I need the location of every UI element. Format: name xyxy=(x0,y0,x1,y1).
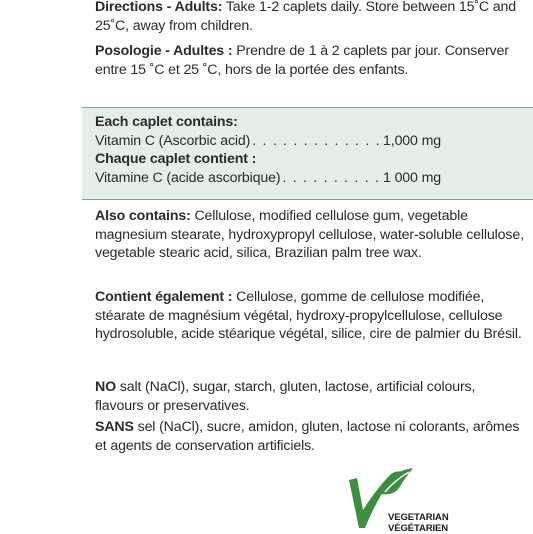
ingredient-amount-fr: 1 000 mg xyxy=(383,169,441,188)
dot-leader xyxy=(252,132,381,151)
vegetarian-en: VEGETARIAN xyxy=(388,513,449,524)
directions-fr-label: Posologie - Adultes : xyxy=(95,43,232,59)
also-contains-en xyxy=(95,207,525,263)
free-from-en-label: NO xyxy=(95,379,116,395)
free-from-en xyxy=(95,378,525,415)
vegetarian-label xyxy=(388,513,449,534)
ingredient-row-en xyxy=(95,132,441,151)
ingredients-heading-fr: Chaque caplet contient : xyxy=(95,151,256,167)
also-contains-fr-text: Cellulose, gomme de cellulose modifiée, stéarate de magnésium végétal, hydroxy-propylcellulose, cellulose hydrosoluble, acide stéarique végétal, silice, cire de palmier du Brésil. xyxy=(95,289,522,342)
also-contains-en-label: Also contains: xyxy=(95,208,191,224)
dot-leader xyxy=(282,169,381,188)
free-from-fr-label: SANS xyxy=(95,419,134,435)
vegetarian-fr: VÉGÉTARIEN xyxy=(388,524,449,534)
free-from-fr xyxy=(95,418,525,455)
free-from-fr-text: sel (NaCl), sucre, amidon, gluten, lactose ni colorants, arômes et agents de conservation artificiels. xyxy=(95,419,519,454)
directions-fr-text: Prendre de 1 à 2 caplets par jour. Conserver entre 15 ˚C et 25 ˚C, hors de la portée des enfants. xyxy=(95,43,509,78)
also-contains-fr-label: Contient également : xyxy=(95,289,232,305)
also-contains-en-text: Cellulose, modified cellulose gum, vegetable magnesium stearate, hydroxypropyl cellulose, water-soluble cellulose, vegetable stearic acid, silica, Brazilian palm tree wax. xyxy=(95,208,524,261)
ingredients-content xyxy=(95,113,525,187)
also-contains-fr xyxy=(95,288,525,344)
directions-en-label: Directions - Adults: xyxy=(95,0,222,15)
ingredient-name-en: Vitamin C (Ascorbic acid) xyxy=(95,132,250,151)
free-from-en-text: salt (NaCl), sugar, starch, gluten, lactose, artificial colours, flavours or preservatives. xyxy=(95,379,475,414)
ingredient-row-fr xyxy=(95,169,441,188)
ingredients-heading-en: Each caplet contains: xyxy=(95,114,238,130)
directions-en-text: Take 1-2 caplets daily. Store between 15˚C and 25˚C, away from children. xyxy=(95,0,516,34)
ingredient-amount-en: 1,000 mg xyxy=(383,132,441,151)
ingredient-name-fr: Vitamine C (acide ascorbique) xyxy=(95,169,280,188)
directions-en xyxy=(95,0,525,35)
directions-fr xyxy=(95,42,525,79)
